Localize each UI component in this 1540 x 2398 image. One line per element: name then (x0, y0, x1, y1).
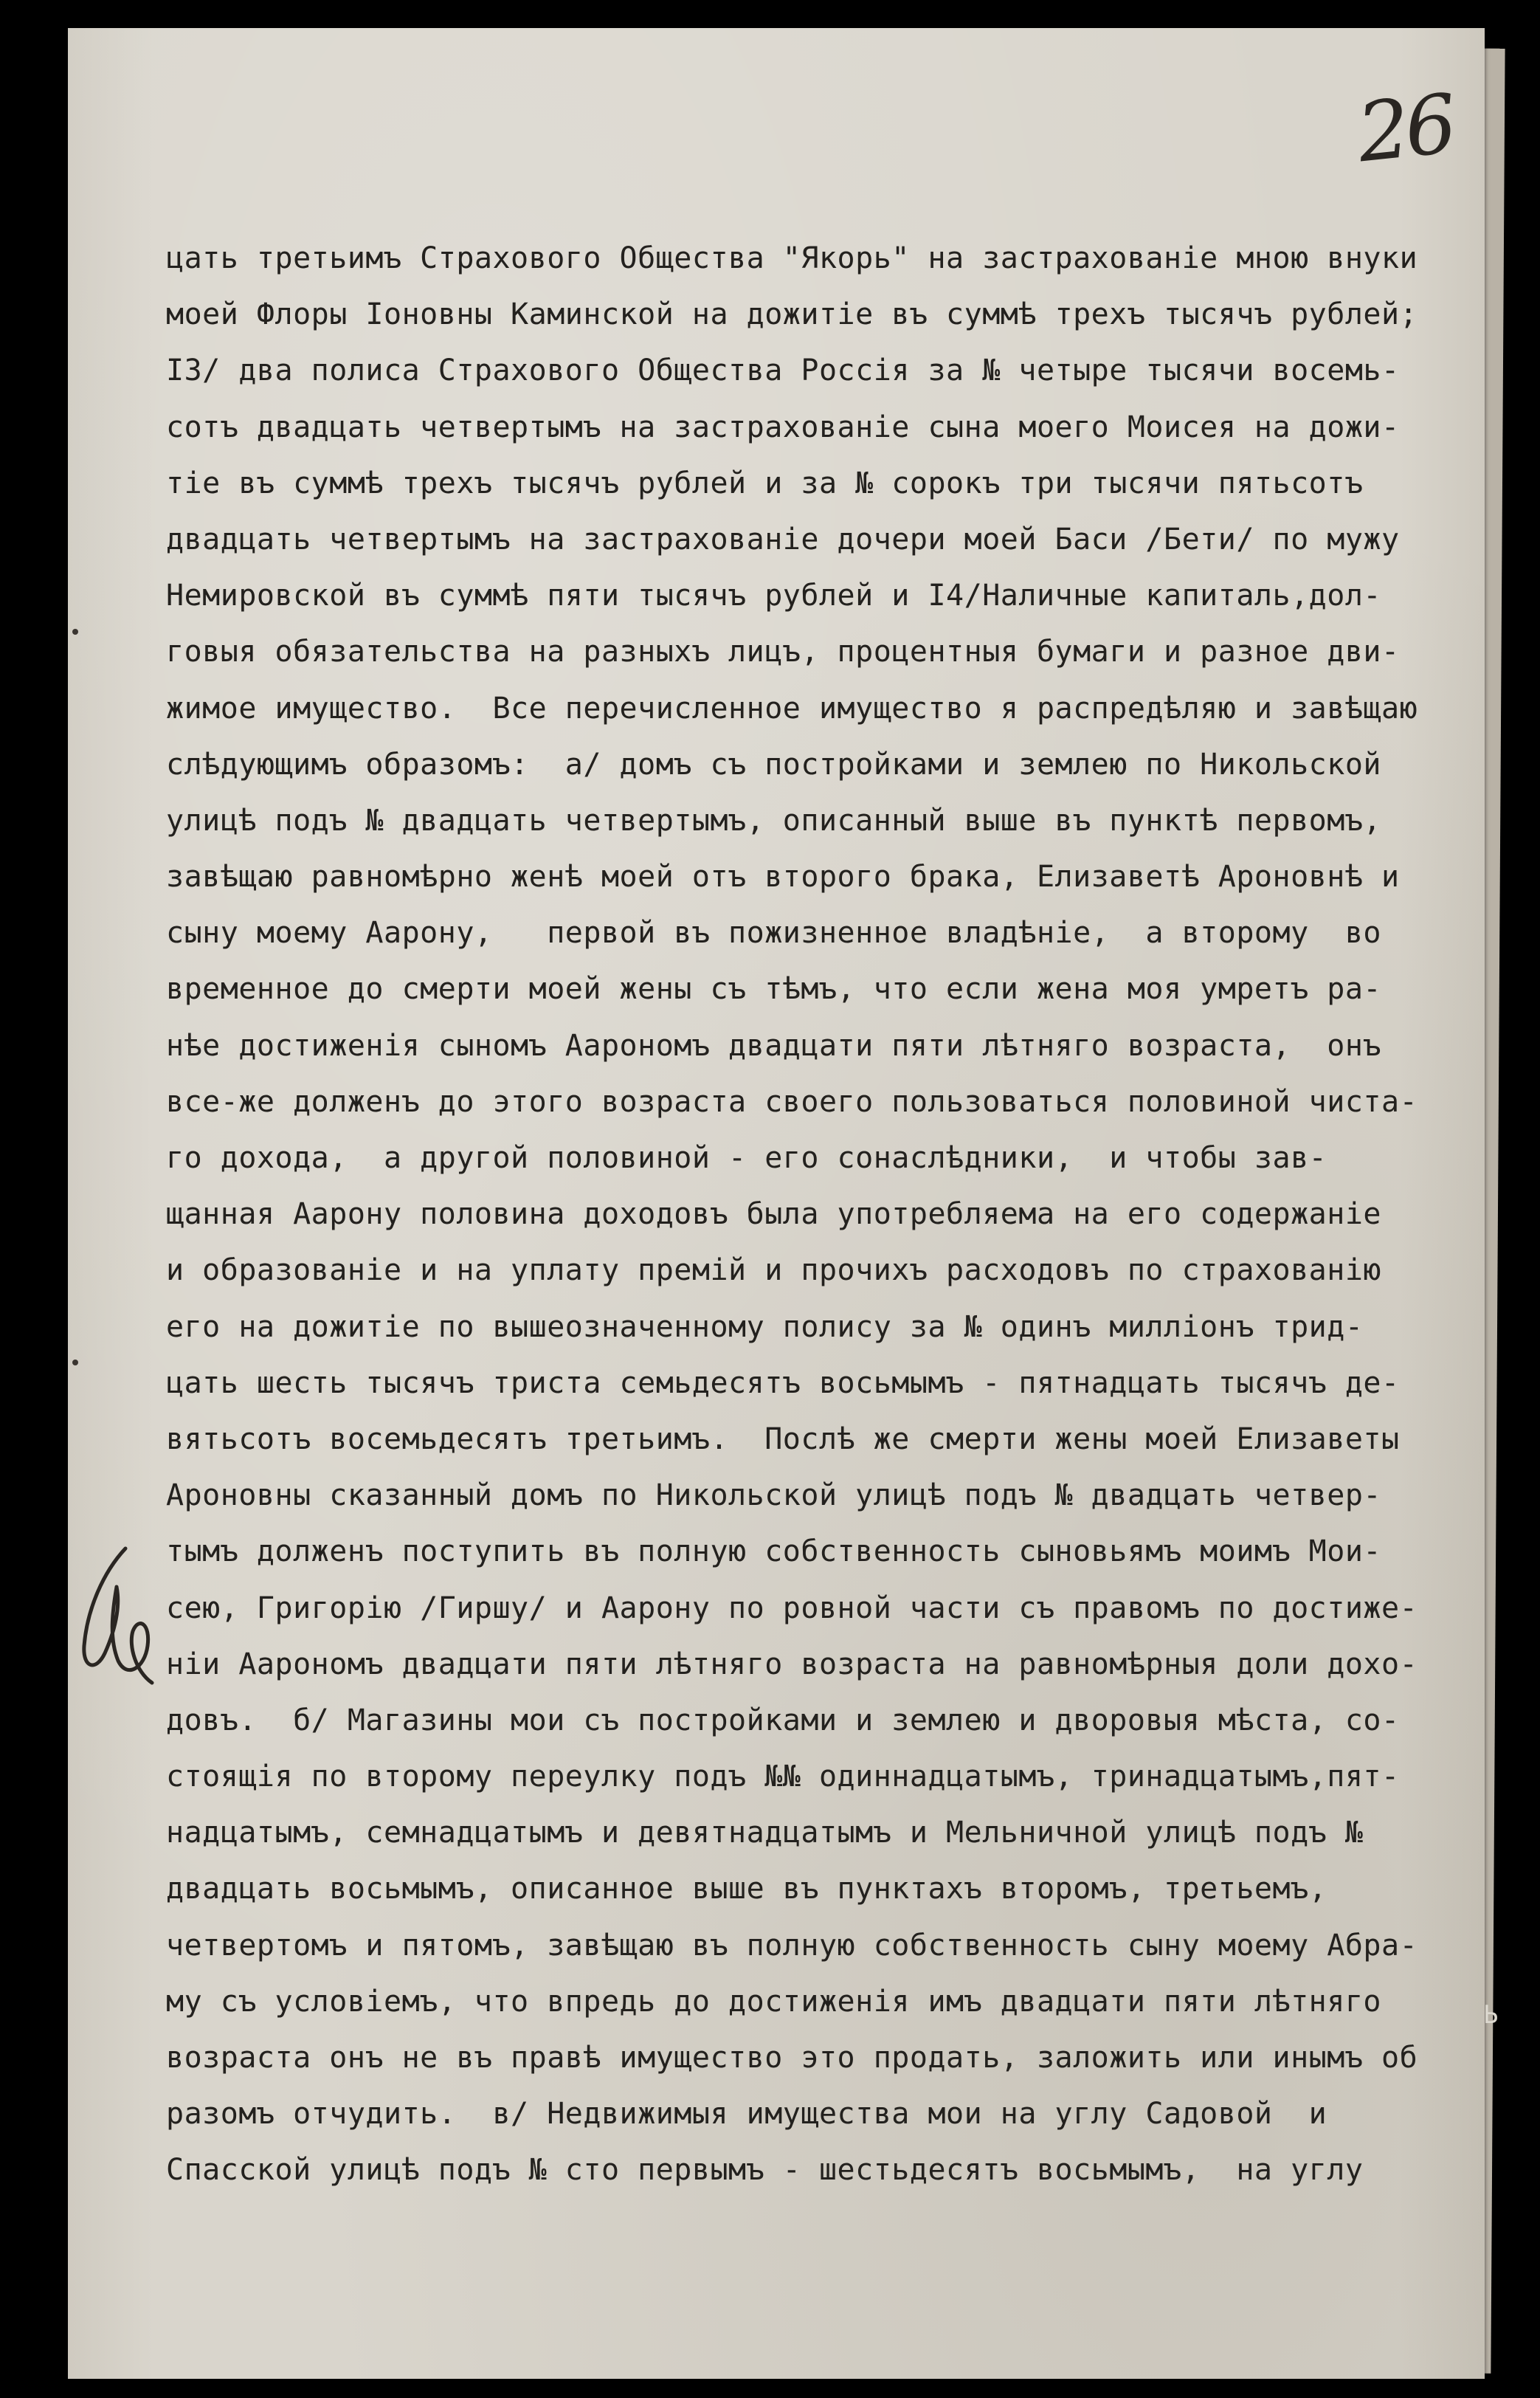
text-line-29: надцатымъ, семнадцатымъ и девятнадцатымъ и Мельничной улицѣ подъ № (166, 1816, 1364, 1850)
text-line-30: двадцать восьмымъ, описанное выше въ пунктахъ второмъ, третьемъ, (166, 1872, 1327, 1906)
text-line-16: все-же долженъ до этого возраста своего пользоваться половиной чиста- (166, 1084, 1418, 1119)
text-line-7: Немировской въ суммѣ пяти тысячъ рублей и I4/Наличные капиталь,дол- (166, 579, 1381, 613)
text-line-24: тымъ долженъ поступить въ полную собственность сыновьямъ моимъ Мои- (166, 1534, 1381, 1569)
text-line-31: четвертомъ и пятомъ, завѣщаю въ полную собственность сыну моему Абра- (166, 1928, 1418, 1963)
text-line-28: стоящiя по второму переулку подъ №№ одиннадцатымъ, тринадцатымъ,пят- (166, 1760, 1400, 1794)
text-line-2: моей Флоры Iоновны Каминской на дожитiе въ суммѣ трехъ тысячъ рублей; (166, 297, 1418, 332)
text-line-13: сыну моему Аарону, первой въ пожизненное владѣнiе, а второму во (166, 916, 1381, 951)
text-line-4: сотъ двадцать четвертымъ на застрахованiе сына моего Моисея на дожи- (166, 410, 1400, 444)
text-line-12: завѣщаю равномѣрно женѣ моей отъ второго брака, Елизаветѣ Ароновнѣ и (166, 860, 1400, 895)
text-line-35: Спасской улицѣ подъ № сто первымъ - шестьдесятъ восьмымъ, на углу (166, 2153, 1364, 2188)
text-line-1: цать третьимъ Страхового Общества "Якорь" на застрахованiе мною внуки (166, 241, 1418, 275)
text-line-34: разомъ отчудить. в/ Недвижимыя имущества мои на углу Садовой и (166, 2097, 1327, 2132)
text-line-32: му съ условiемъ, что впредь до достиженiя имъ двадцати пяти лѣтняго (166, 1984, 1381, 2019)
text-line-20: его на дожитiе по вышеозначенному полису за № одинъ миллiонъ трид- (166, 1309, 1364, 1344)
margin-dot-lower (72, 1360, 78, 1365)
text-line-9: жимое имущество. Все перечисленное имущество я распредѣляю и завѣщаю (166, 691, 1418, 726)
text-line-18: щанная Аарону половина доходовъ была употребляема на его содержанiе (166, 1197, 1381, 1232)
text-line-8: говыя обязательства на разныхъ лицъ, процентныя бумаги и разное дви- (166, 635, 1400, 669)
text-line-11: улицѣ подъ № двадцать четвертымъ, описанный выше въ пунктѣ первомъ, (166, 803, 1381, 838)
text-line-19: и образованiе и на уплату премiй и прочихъ расходовъ по страхованiю (166, 1253, 1381, 1288)
text-line-23: Ароновны сказанный домъ по Никольской улицѣ подъ № двадцать четвер- (166, 1478, 1381, 1513)
text-line-26: нiи Аарономъ двадцати пяти лѣтняго возраста на равномѣрныя доли дохо- (166, 1647, 1418, 1681)
text-line-5: тiе въ суммѣ трехъ тысячъ рублей и за № сорокъ три тысячи пятьсотъ (166, 466, 1364, 500)
margin-dot-upper (72, 629, 78, 635)
text-line-33: возраста онъ не въ правѣ имущество это продать, заложить или инымъ об (166, 2041, 1418, 2075)
text-line-17: го дохода, а другой половиной - его сонаслѣдники, и чтобы зав- (166, 1141, 1327, 1175)
margin-signature-mark (74, 1543, 162, 1698)
typewritten-body (166, 230, 1465, 2199)
text-line-25: сею, Григорiю /Гиршу/ и Аарону по ровной части съ правомъ по достиже- (166, 1591, 1418, 1625)
text-line-10: слѣдующимъ образомъ: а/ домъ съ постройками и землею по Никольской (166, 747, 1381, 782)
text-line-14: временное до смерти моей жены съ тѣмъ, что если жена моя умретъ ра- (166, 972, 1381, 1007)
text-line-3: I3/ два полиса Страхового Общества Россiя за № четыре тысячи восемь- (166, 354, 1400, 388)
text-line-22: вятьсотъ восемьдесятъ третьимъ. Послѣ же смерти жены моей Елизаветы (166, 1422, 1400, 1456)
text-line-27: довъ. б/ Магазины мои съ постройками и землею и дворовыя мѣста, со- (166, 1703, 1400, 1737)
text-line-6: двадцать четвертымъ на застрахованiе дочери моей Баси /Бети/ по мужу (166, 522, 1400, 557)
handwritten-page-number: 26 (1353, 76, 1457, 181)
edge-mark: Ь (1483, 2000, 1499, 2030)
text-line-15: нѣе достиженiя сыномъ Аарономъ двадцати пяти лѣтняго возраста, онъ (166, 1028, 1381, 1063)
text-line-21: цать шесть тысячъ триста семьдесятъ восьмымъ - пятнадцать тысячъ де- (166, 1365, 1400, 1400)
